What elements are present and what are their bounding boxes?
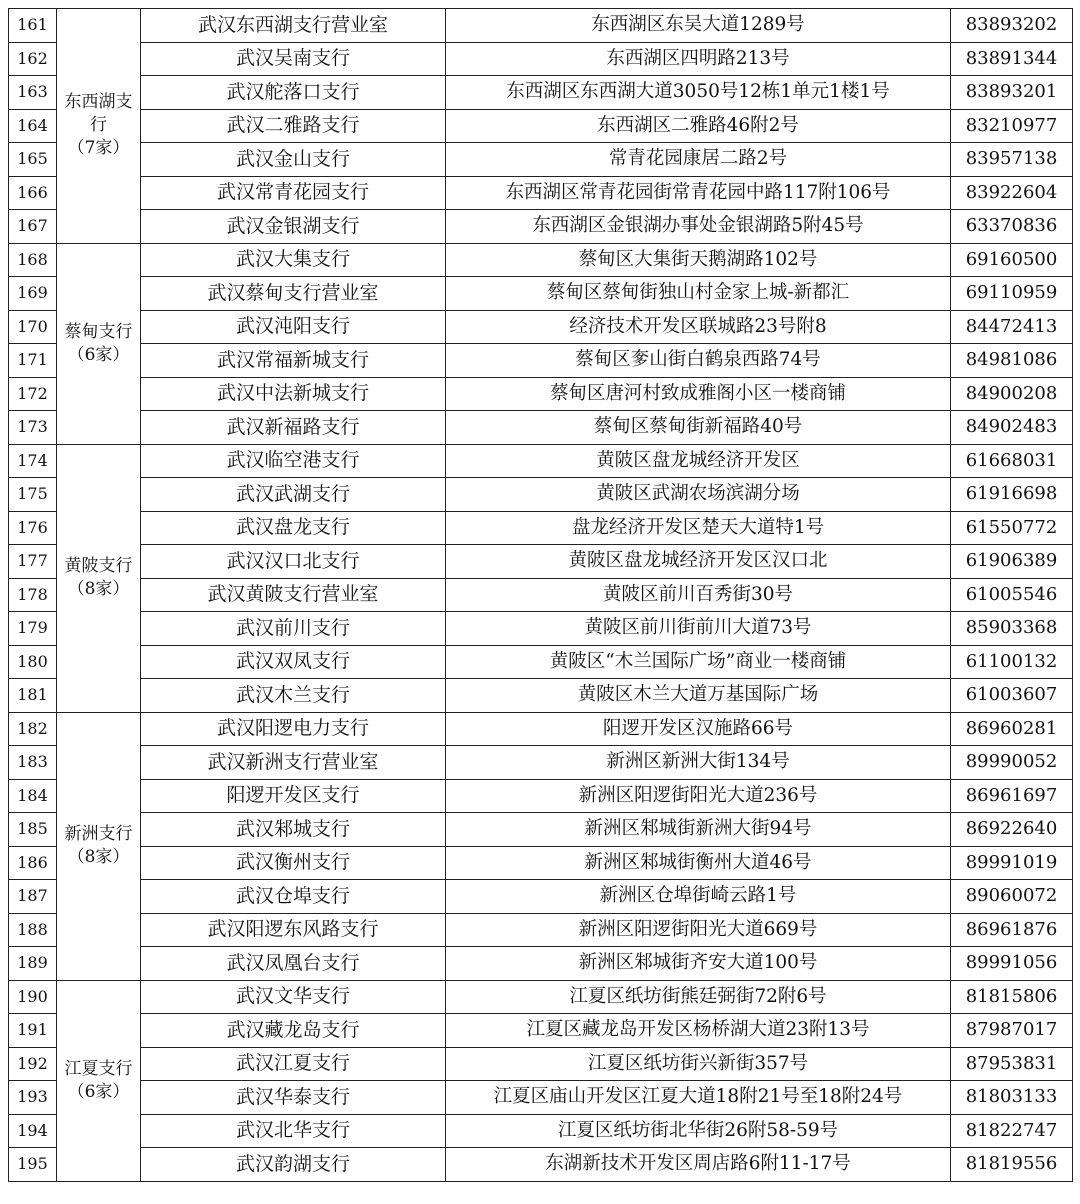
row-number: 169 [9,277,57,311]
branch-name: 阳逻开发区支行 [141,779,446,813]
branch-name: 武汉木兰支行 [141,679,446,713]
row-number: 170 [9,310,57,344]
row-number: 190 [9,980,57,1014]
table-row [9,1148,1073,1182]
table-row [9,1114,1073,1148]
row-number: 178 [9,578,57,612]
branch-name: 武汉蔡甸支行营业室 [141,277,446,311]
branch-address: 蔡甸区蔡甸街新福路40号 [446,411,951,445]
table-row [9,42,1073,76]
table-row [9,980,1073,1014]
group-cell [57,243,141,444]
branch-address: 江夏区庙山开发区江夏大道18附21号至18附24号 [446,1081,951,1115]
group-count: （8家） [67,847,130,867]
row-number: 171 [9,344,57,378]
table-row [9,612,1073,646]
branch-phone: 89990052 [951,746,1073,780]
table-row [9,277,1073,311]
row-number: 194 [9,1114,57,1148]
branch-name: 武汉中法新城支行 [141,377,446,411]
branch-table-container [8,8,1072,1182]
table-row [9,210,1073,244]
branch-phone: 87987017 [951,1014,1073,1048]
branch-address: 黄陂区盘龙城经济开发区 [446,444,951,478]
branch-phone: 84900208 [951,377,1073,411]
branch-address: 江夏区藏龙岛开发区杨桥湖大道23附13号 [446,1014,951,1048]
group-count: （6家） [67,1081,130,1102]
branch-address: 蔡甸区奓山街白鹤泉西路74号 [446,344,951,378]
row-number: 184 [9,779,57,813]
branch-phone: 83893201 [951,76,1073,110]
table-row [9,779,1073,813]
branch-address: 盘龙经济开发区楚天大道特1号 [446,511,951,545]
group-name: 黄陂支行 [64,556,133,577]
table-row [9,511,1073,545]
table-row [9,344,1073,378]
branch-table [8,8,1073,1182]
branch-phone: 86961697 [951,779,1073,813]
branch-address: 新洲区阳逻街阳光大道236号 [446,779,951,813]
branch-address: 新洲区邾城街齐安大道100号 [446,947,951,981]
row-number: 193 [9,1081,57,1115]
row-number: 180 [9,645,57,679]
branch-name: 武汉常福新城支行 [141,344,446,378]
row-number: 182 [9,712,57,746]
row-number: 175 [9,478,57,512]
table-row [9,746,1073,780]
table-row [9,377,1073,411]
branch-phone: 61550772 [951,511,1073,545]
branch-address: 江夏区纸坊街熊廷弼街72附6号 [446,980,951,1014]
branch-phone: 69110959 [951,277,1073,311]
branch-name: 武汉藏龙岛支行 [141,1014,446,1048]
row-number: 161 [9,9,57,43]
table-row [9,478,1073,512]
branch-address: 黄陂区前川百秀街30号 [446,578,951,612]
table-row [9,109,1073,143]
branch-phone: 89991019 [951,846,1073,880]
branch-phone: 87953831 [951,1047,1073,1081]
table-row [9,679,1073,713]
branch-address: 东西湖区四明路213号 [446,42,951,76]
row-number: 168 [9,243,57,277]
table-row [9,9,1073,43]
branch-name: 武汉吴南支行 [141,42,446,76]
branch-address: 东西湖区金银湖办事处金银湖路5附45号 [446,210,951,244]
branch-name: 武汉阳逻电力支行 [141,712,446,746]
branch-phone: 61668031 [951,444,1073,478]
branch-phone: 83922604 [951,176,1073,210]
table-row [9,176,1073,210]
branch-name: 武汉武湖支行 [141,478,446,512]
table-row [9,545,1073,579]
branch-address: 东西湖区常青花园街常青花园中路117附106号 [446,176,951,210]
group-name: 蔡甸支行 [64,321,133,342]
branch-phone: 81803133 [951,1081,1073,1115]
branch-address: 新洲区仓埠街崎云路1号 [446,880,951,914]
branch-name: 武汉阳逻东风路支行 [141,913,446,947]
branch-name: 武汉金银湖支行 [141,210,446,244]
branch-phone: 81815806 [951,980,1073,1014]
branch-phone: 86961876 [951,913,1073,947]
row-number: 166 [9,176,57,210]
branch-phone: 84472413 [951,310,1073,344]
row-number: 164 [9,109,57,143]
branch-address: 东西湖区东西湖大道3050号12栋1单元1楼1号 [446,76,951,110]
group-name: 东西湖支行 [64,92,133,136]
branch-name: 武汉二雅路支行 [141,109,446,143]
branch-address: 东湖新技术开发区周店路6附11-17号 [446,1148,951,1182]
row-number: 167 [9,210,57,244]
row-number: 192 [9,1047,57,1081]
branch-name: 武汉华泰支行 [141,1081,446,1115]
branch-phone: 85903368 [951,612,1073,646]
branch-table-body [9,9,1073,1182]
row-number: 176 [9,511,57,545]
table-row [9,578,1073,612]
branch-name: 武汉舵落口支行 [141,76,446,110]
row-number: 179 [9,612,57,646]
row-number: 174 [9,444,57,478]
branch-phone: 81819556 [951,1148,1073,1182]
branch-address: 江夏区纸坊街北华街26附58-59号 [446,1114,951,1148]
branch-name: 武汉韵湖支行 [141,1148,446,1182]
row-number: 165 [9,143,57,177]
branch-address: 阳逻开发区汉施路66号 [446,712,951,746]
branch-name: 武汉新洲支行营业室 [141,746,446,780]
row-number: 191 [9,1014,57,1048]
branch-name: 武汉江夏支行 [141,1047,446,1081]
branch-phone: 83893202 [951,9,1073,43]
branch-phone: 84902483 [951,411,1073,445]
group-count: （6家） [67,344,130,365]
branch-phone: 81822747 [951,1114,1073,1148]
branch-address: 东西湖区二雅路46附2号 [446,109,951,143]
branch-phone: 86960281 [951,712,1073,746]
branch-name: 武汉邾城支行 [141,813,446,847]
branch-name: 武汉衡州支行 [141,846,446,880]
branch-name: 武汉常青花园支行 [141,176,446,210]
group-cell [57,444,141,712]
branch-name: 武汉前川支行 [141,612,446,646]
group-count: （8家） [67,579,130,599]
branch-address: 常青花园康居二路2号 [446,143,951,177]
branch-name: 武汉沌阳支行 [141,310,446,344]
table-row [9,712,1073,746]
branch-phone: 61906389 [951,545,1073,579]
branch-address: 黄陂区前川街前川大道73号 [446,612,951,646]
table-row [9,913,1073,947]
branch-name: 武汉新福路支行 [141,411,446,445]
table-row [9,243,1073,277]
branch-address: 新洲区阳逻街阳光大道669号 [446,913,951,947]
branch-phone: 61005546 [951,578,1073,612]
branch-phone: 83957138 [951,143,1073,177]
branch-address: 新洲区邾城街衡州大道46号 [446,846,951,880]
table-row [9,1014,1073,1048]
branch-address: 经济技术开发区联城路23号附8 [446,310,951,344]
table-row [9,846,1073,880]
branch-phone: 61916698 [951,478,1073,512]
branch-phone: 84981086 [951,344,1073,378]
table-row [9,1047,1073,1081]
branch-phone: 89060072 [951,880,1073,914]
branch-name: 武汉文华支行 [141,980,446,1014]
branch-address: 东西湖区东吴大道1289号 [446,9,951,43]
group-cell [57,9,141,244]
branch-address: 蔡甸区大集街天鹅湖路102号 [446,243,951,277]
branch-phone: 63370836 [951,210,1073,244]
group-count: （7家） [67,138,130,159]
branch-phone: 61003607 [951,679,1073,713]
table-row [9,880,1073,914]
table-row [9,76,1073,110]
branch-name: 武汉东西湖支行营业室 [141,9,446,43]
branch-address: 黄陂区“木兰国际广场”商业一楼商铺 [446,645,951,679]
row-number: 185 [9,813,57,847]
branch-phone: 89991056 [951,947,1073,981]
branch-name: 武汉盘龙支行 [141,511,446,545]
table-row [9,411,1073,445]
row-number: 177 [9,545,57,579]
group-name: 新洲支行 [64,824,133,845]
branch-phone: 61100132 [951,645,1073,679]
table-row [9,813,1073,847]
group-cell [57,980,141,1181]
branch-phone: 83210977 [951,109,1073,143]
branch-phone: 69160500 [951,243,1073,277]
row-number: 173 [9,411,57,445]
row-number: 195 [9,1148,57,1182]
branch-name: 武汉黄陂支行营业室 [141,578,446,612]
branch-name: 武汉大集支行 [141,243,446,277]
branch-name: 武汉临空港支行 [141,444,446,478]
row-number: 188 [9,913,57,947]
branch-name: 武汉汉口北支行 [141,545,446,579]
branch-address: 蔡甸区蔡甸街独山村金家上城-新都汇 [446,277,951,311]
branch-name: 武汉凤凰台支行 [141,947,446,981]
row-number: 163 [9,76,57,110]
table-row [9,143,1073,177]
branch-address: 黄陂区武湖农场滨湖分场 [446,478,951,512]
branch-address: 黄陂区木兰大道万基国际广场 [446,679,951,713]
table-row [9,444,1073,478]
row-number: 172 [9,377,57,411]
table-row [9,947,1073,981]
group-cell [57,712,141,980]
branch-name: 武汉北华支行 [141,1114,446,1148]
branch-name: 武汉双凤支行 [141,645,446,679]
branch-name: 武汉仓埠支行 [141,880,446,914]
branch-phone: 83891344 [951,42,1073,76]
row-number: 162 [9,42,57,76]
branch-address: 新洲区邾城街新洲大街94号 [446,813,951,847]
branch-name: 武汉金山支行 [141,143,446,177]
branch-address: 江夏区纸坊街兴新街357号 [446,1047,951,1081]
row-number: 187 [9,880,57,914]
row-number: 186 [9,846,57,880]
table-row [9,645,1073,679]
table-row [9,1081,1073,1115]
group-name: 江夏支行 [64,1058,133,1079]
branch-address: 新洲区新洲大街134号 [446,746,951,780]
table-row [9,310,1073,344]
row-number: 189 [9,947,57,981]
branch-phone: 86922640 [951,813,1073,847]
branch-address: 黄陂区盘龙城经济开发区汉口北 [446,545,951,579]
row-number: 181 [9,679,57,713]
branch-address: 蔡甸区唐河村致成雅阁小区一楼商铺 [446,377,951,411]
row-number: 183 [9,746,57,780]
